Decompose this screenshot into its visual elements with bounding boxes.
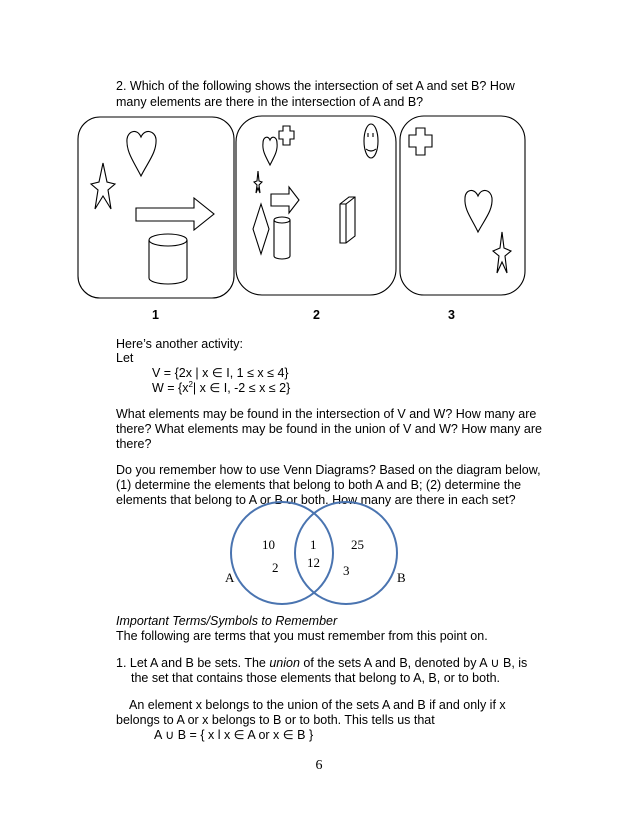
small-cross-icon bbox=[279, 126, 294, 145]
heart-icon bbox=[127, 131, 156, 176]
question-2-line-2: many elements are there in the intersection of A and B? bbox=[116, 95, 424, 109]
venn-diagram bbox=[0, 500, 638, 610]
union-formula: A ∪ B = { x l x ∈ A or x ∈ B } bbox=[154, 728, 314, 742]
terms-heading: Important Terms/Symbols to Remember bbox=[116, 614, 338, 628]
w-definition-exponent: 2 bbox=[188, 379, 193, 389]
cylinder-icon bbox=[149, 234, 187, 284]
venn-intro-line-2: (1) determine the elements that belong to both A and B; (2) determine the bbox=[116, 478, 522, 492]
box-label-1: 1 bbox=[152, 308, 159, 322]
w-definition-suffix: | x ∈ I, -2 ≤ x ≤ 2} bbox=[192, 381, 291, 395]
venn-a-only-value-2: 2 bbox=[272, 560, 279, 575]
venn-b-only-value-2: 3 bbox=[343, 563, 350, 578]
union-def-part-b: of the sets A and B, denoted by A ∪ B, is bbox=[299, 656, 528, 670]
arrow-icon bbox=[136, 198, 214, 230]
cross-icon bbox=[409, 128, 432, 155]
box-label-3: 3 bbox=[448, 308, 455, 322]
shape-sets-figure bbox=[0, 0, 638, 310]
activity-let: Let bbox=[116, 351, 134, 365]
smiley-icon bbox=[364, 124, 378, 158]
activity-intro: Here’s another activity: bbox=[116, 337, 243, 351]
w-definition bbox=[152, 380, 290, 396]
union-definition-line-2: the set that contains those elements that belong to A, B, or to both. bbox=[131, 671, 500, 685]
activity-question-line-2: there? What elements may be found in the union of V and W? How many are bbox=[116, 422, 542, 436]
venn-both-value-2: 12 bbox=[307, 555, 320, 570]
venn-both-value-1: 1 bbox=[310, 537, 317, 552]
venn-a-only-value-1: 10 bbox=[262, 537, 275, 552]
box-label-2: 2 bbox=[313, 308, 320, 322]
small-cylinder-icon bbox=[274, 217, 290, 259]
page-number: 6 bbox=[315, 758, 323, 773]
v-definition: V = {2x | x ∈ I, 1 ≤ x ≤ 4} bbox=[152, 366, 289, 380]
union-def-part-a: 1. Let A and B be sets. The bbox=[116, 656, 270, 670]
union-paragraph-line-2: belongs to A or x belongs to B or to both. This tells us that bbox=[116, 713, 435, 727]
venn-label-b: B bbox=[397, 570, 406, 585]
heart-icon bbox=[465, 190, 492, 232]
small-heart-icon bbox=[263, 137, 277, 165]
venn-label-a: A bbox=[225, 570, 235, 585]
union-definition-line-1 bbox=[116, 655, 527, 671]
cuboid-icon bbox=[340, 197, 355, 243]
question-2-line-1: 2. Which of the following shows the intersection of set A and set B? How bbox=[116, 79, 515, 93]
union-term: union bbox=[269, 656, 300, 670]
venn-circle-b bbox=[295, 502, 397, 604]
star-icon bbox=[493, 232, 511, 273]
activity-question-line-3: there? bbox=[116, 437, 152, 451]
venn-circle-a bbox=[231, 502, 333, 604]
diamond-icon bbox=[253, 204, 269, 254]
venn-intro-line-3: elements that belong to A or B or both. How many are there in each set? bbox=[116, 493, 516, 507]
w-definition-prefix: W = {x bbox=[152, 381, 189, 395]
small-arrow-icon bbox=[271, 187, 299, 213]
small-star-icon bbox=[254, 171, 262, 193]
activity-question-line-1: What elements may be found in the intersection of V and W? How many are bbox=[116, 407, 537, 421]
terms-subheading: The following are terms that you must remember from this point on. bbox=[116, 629, 488, 643]
union-paragraph-line-1: An element x belongs to the union of the sets A and B if and only if x bbox=[129, 698, 506, 712]
venn-b-only-value-1: 25 bbox=[351, 537, 364, 552]
venn-intro-line-1: Do you remember how to use Venn Diagrams? Based on the diagram below, bbox=[116, 463, 541, 477]
star-icon bbox=[91, 163, 115, 209]
